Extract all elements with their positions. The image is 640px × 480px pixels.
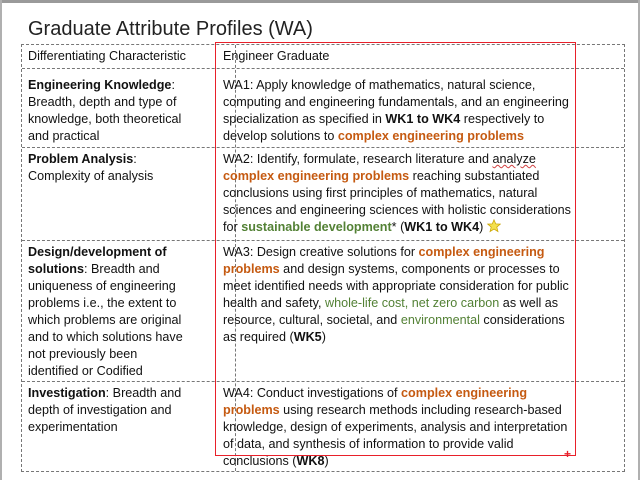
- left-edge: [0, 0, 2, 480]
- row-problem-analysis-characteristic: Problem Analysis: Complexity of analysis: [28, 152, 154, 183]
- row-investigation-attribute: WA4: Conduct investigations of complex engineering problems using research methods including research-based knowledge, design of experiments, analysis and interpretation of data, and synthesis of information to provide valid conclusions (WK8): [223, 386, 568, 468]
- row-investigation-characteristic: Investigation: Breadth and depth of investigation and experimentation: [28, 386, 182, 434]
- top-edge: [0, 0, 640, 3]
- row-engineering-knowledge-attribute: WA1: Apply knowledge of mathematics, natural science, computing and engineering fundamentals, and an engineering specialization as specified in WK1 to WK4 respectively to develop solutions to complex engineering problems: [223, 78, 569, 143]
- row-problem-analysis-attribute: WA2: Identify, formulate, research literature and analyze complex engineering problems reaching substantiated conclusions using first principles of mathematics, natural sciences and engineering sciences with holistic considerations for sustainable development* (WK1 to WK4): [223, 152, 571, 234]
- row-design-development-characteristic: Design/development of solutions: Breadth and uniqueness of engineering problems i.e., the extent to which problems are original and to which solutions have not previously been identified or Codified: [28, 245, 183, 378]
- header-differentiating-characteristic: Differentiating Characteristic: [28, 49, 186, 63]
- plus-icon[interactable]: +: [564, 447, 572, 461]
- page-title: Graduate Attribute Profiles (WA): [28, 18, 313, 40]
- row-engineering-knowledge-characteristic: Engineering Knowledge: Breadth, depth and type of knowledge, both theoretical and practical: [28, 78, 182, 143]
- red-annotation-box[interactable]: [215, 42, 576, 456]
- row-design-development-attribute: WA3: Design creative solutions for complex engineering problems and design systems, components or processes to meet identified needs with appropriate consideration for public health and safety, whole-life cost, net zero carbon as well as resource, cultural, societal, and environmental considerations as required (WK5): [223, 245, 569, 344]
- header-engineer-graduate: Engineer Graduate: [223, 49, 330, 63]
